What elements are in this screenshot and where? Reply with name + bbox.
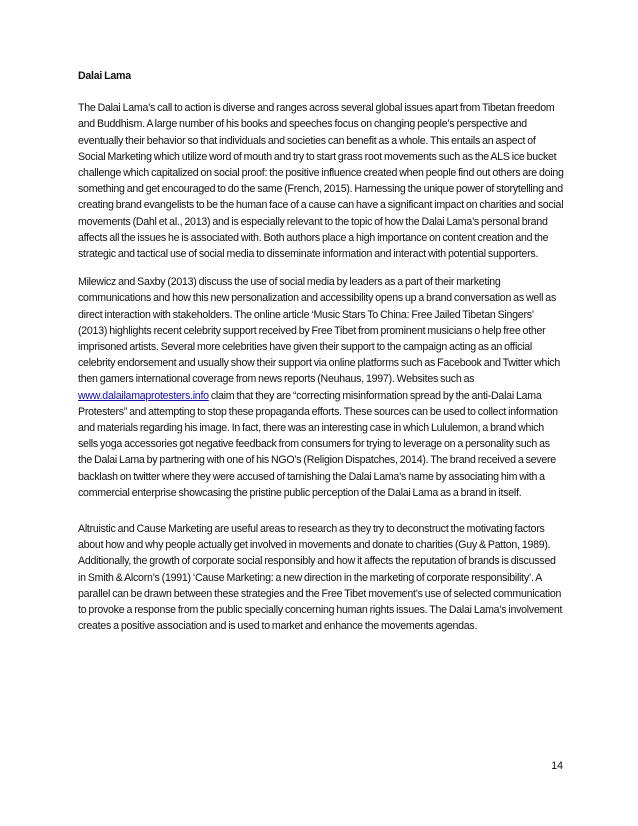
section-heading: Dalai Lama (78, 70, 131, 82)
paragraph-2-text-end: claim that they are “correcting misinformation spread by the anti-Dalai Lama Protesters” and attempting to stop these propaganda efforts. These sources can be used to collect information and materials regarding his image. In fact, there was an interesting case in which Lululemon, a brand which sells yoga accessories got negative feedback from consumers for trying to leverage on a personality such as the Dalai Lama by partnering with one of his NGO’s (Religion Dispatches, 2014). The brand received a severe backlash on twitter where they were accused of tarnishing the Dalai Lama’s name by associating him with a commercial enterprise showcasing the pristine public perception of the Dalai Lama as a brand in itself. (78, 389, 558, 499)
paragraph-2 (78, 274, 564, 501)
paragraph-1: The Dalai Lama’s call to action is diverse and ranges across several global issues apart from Tibetan freedom and Buddhism. A large number of his books and speeches focus on changing people’s perspective and eventually their behavior so that individuals and societies can benefit as a whole. This entails an aspect of Social Marketing which utilize word of mouth and try to start grass root movements such as the ALS ice bucket challenge which capitalized on social proof: the positive influence created when people find out others are doing something and get encouraged to do the same (French, 2015). Harnessing the unique power of storytelling and creating brand evangelists to be the human face of a cause can have a significant impact on charities and social movements (Dahl et al., 2013) and is especially relevant to the topic of how the Dalai Lama’s personal brand affects all the issues he is associated with. Both authors place a high importance on content creation and the strategic and tactical use of social media to disseminate information and interact with potential supporters. (78, 102, 564, 261)
paragraph-3: Altruistic and Cause Marketing are useful areas to research as they try to deconstruct the motivating factors about how and why people actually get involved in movements and donate to charities (Guy & Patton, 1989). Additionally, the growth of corporate social responsibly and how it affects the reputation of brands is discussed in Smith & Alcorn’s (1991) ‘Cause Marketing: a new direction in the marketing of corporate responsibility’. A parallel can be drawn between these strategies and the Free Tibet movement’s use of selected communication to provoke a response from the public specially concerning human rights issues. The Dalai Lama’s involvement creates a positive association and is used to market and enhance the movements agendas. (78, 523, 563, 633)
page-number: 14 (551, 760, 563, 772)
website-link[interactable]: www.dalailamaprotesters.info (78, 389, 209, 402)
paragraph-2-text-start: Milewicz and Saxby (2013) discuss the use of social media by leaders as a part of their marketing communications and how this new personalization and accessibility opens up a brand conversation as well as direct interaction with stakeholders. The online article ‘Music Stars To China: Free Jailed Tibetan Singers’ (2013) highlights recent celebrity support received by Free Tibet from prominent musicians o help free other imprisoned artists. Several more celebrities have given their support to the campaign acting as an official celebrity endorsement and usually show their support via online platforms such as Facebook and Twitter which then gamers international coverage from news reports (Neuhaus, 1997). Websites such as (78, 276, 560, 386)
document-body (78, 68, 564, 647)
